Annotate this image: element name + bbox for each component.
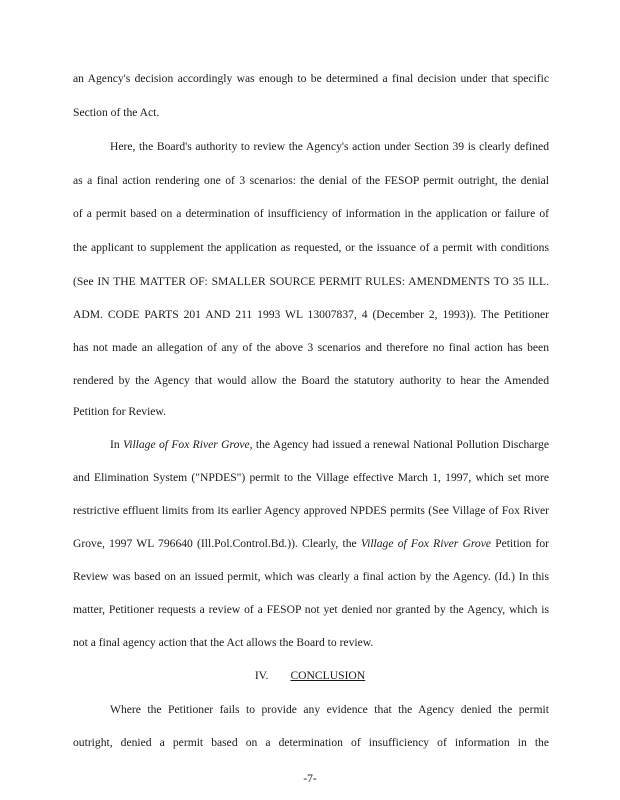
paragraph-line: outright, denied a permit based on a determination of insufficiency of information in the (73, 736, 549, 749)
paragraph-line: Where the Petitioner fails to provide any evidence that the Agency denied the permit (110, 703, 549, 716)
paragraph-line (73, 537, 549, 551)
text-run: In (110, 438, 123, 451)
case-name: Village of Fox River Grove, (123, 438, 253, 451)
paragraph-line: Section of the Act. (73, 106, 160, 119)
paragraph-line: Petition for Review. (73, 405, 166, 418)
text-run: the Agency had issued a renewal National Pollution Discharge (252, 438, 549, 451)
paragraph-line: the applicant to supplement the application as requested, or the issuance of a permit with conditions (73, 241, 549, 254)
section-number: IV. (254, 669, 269, 682)
paragraph-line: rendered by the Agency that would allow the Board the statutory authority to hear the Amended (73, 374, 549, 387)
paragraph-line: and Elimination System ("NPDES") permit to the Village effective March 1, 1997, which set more (73, 471, 549, 484)
section-heading (0, 669, 620, 683)
case-name: Village of Fox River Grove (360, 537, 491, 550)
paragraph-line (110, 438, 549, 452)
paragraph-line: of a permit based on a determination of insufficiency of information in the application or failure of (73, 207, 549, 220)
text-run: Petition for (491, 537, 549, 550)
text-run: Grove, 1997 WL 796640 (Ill.Pol.Control.Bd.)). Clearly, the (73, 537, 361, 550)
paragraph-line: has not made an allegation of any of the above 3 scenarios and therefore no final action has been (73, 341, 549, 354)
paragraph-line: (See IN THE MATTER OF: SMALLER SOURCE PERMIT RULES: AMENDMENTS TO 35 ILL. (73, 275, 549, 288)
section-title: CONCLUSION (290, 669, 366, 682)
page-number: -7- (303, 772, 317, 785)
paragraph-line: Here, the Board's authority to review the Agency's action under Section 39 is clearly defined (110, 140, 549, 153)
paragraph-line: matter, Petitioner requests a review of a FESOP not yet denied nor granted by the Agency, which is (73, 603, 549, 616)
paragraph-line: an Agency's decision accordingly was enough to be determined a final decision under that specific (73, 72, 549, 85)
paragraph-line: ADM. CODE PARTS 201 AND 211 1993 WL 13007837, 4 (December 2, 1993)). The Petitioner (73, 308, 549, 321)
paragraph-line: restrictive effluent limits from its earlier Agency approved NPDES permits (See Village of Fox River (73, 504, 549, 517)
paragraph-line: Review was based on an issued permit, which was clearly a final action by the Agency. (Id.) In this (73, 570, 549, 583)
paragraph-line: as a final action rendering one of 3 scenarios: the denial of the FESOP permit outright, the denial (73, 174, 549, 187)
paragraph-line: not a final agency action that the Act allows the Board to review. (73, 636, 374, 649)
